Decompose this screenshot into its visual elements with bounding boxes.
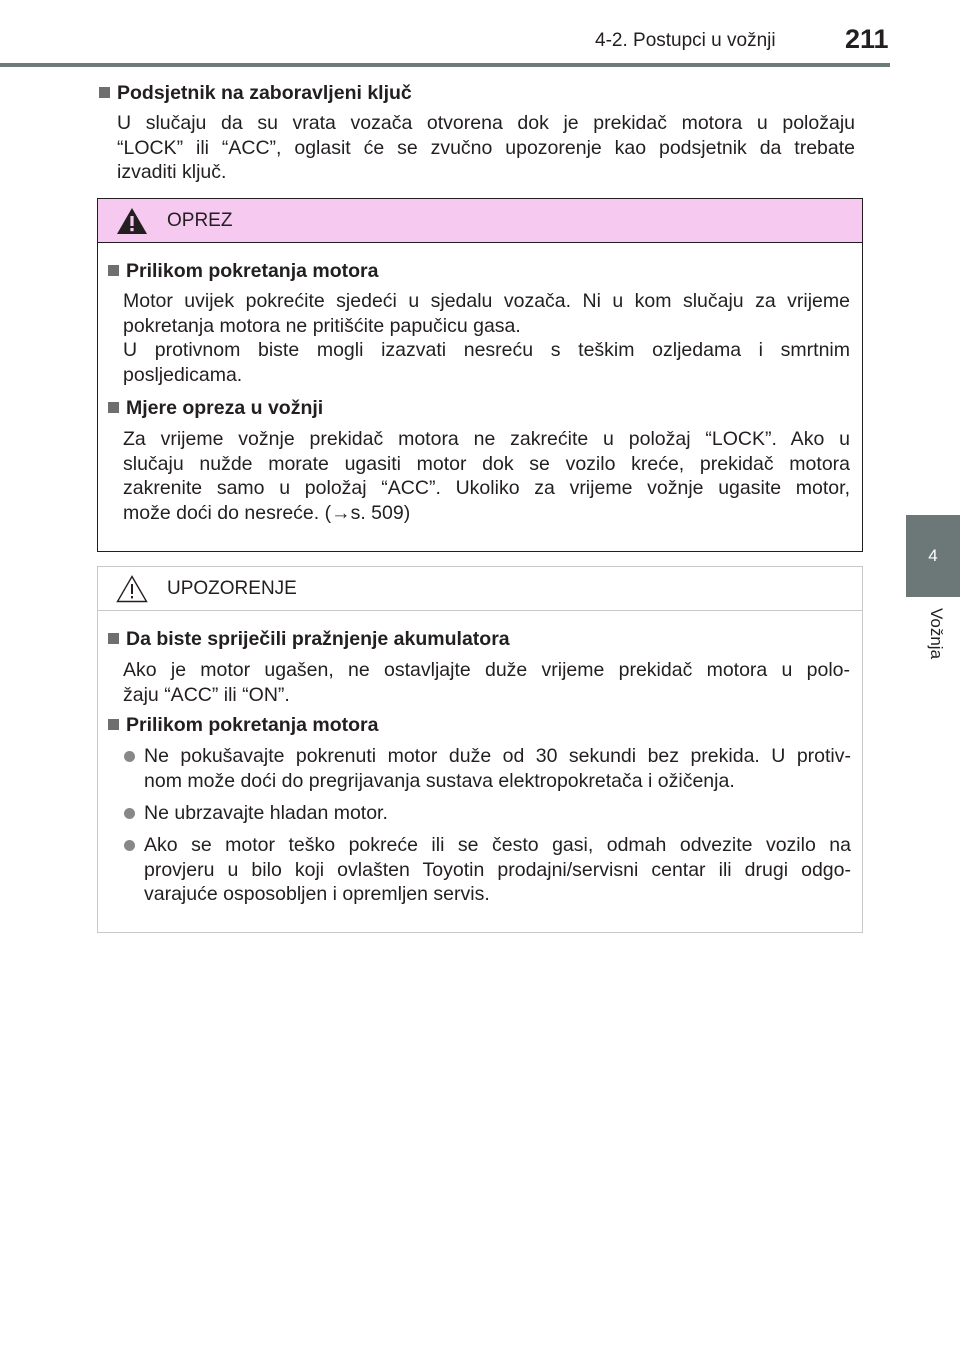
notice-box-header xyxy=(98,567,862,611)
reminder-line: “LOCK” ili “ACC”, oglasit će se zvučno upozorenje kao podsjetnik da trebate xyxy=(117,136,855,159)
square-bullet-icon xyxy=(108,265,119,276)
notice-box xyxy=(97,566,863,933)
round-bullet-icon xyxy=(124,840,135,851)
list-item: Ne ubrzavajte hladan motor. xyxy=(124,801,851,826)
square-bullet-icon xyxy=(99,87,110,98)
reminder-line: U slučaju da su vrata vozača otvorena dok je prekidač motora u položaju xyxy=(117,112,855,134)
warning-triangle-filled-icon xyxy=(116,206,148,236)
caution-box xyxy=(97,198,863,552)
notice-section-heading: Prilikom pokretanja motora xyxy=(108,714,378,737)
caution-section-heading: Prilikom pokretanja motora xyxy=(108,260,378,283)
notice-title: UPOZORENJE xyxy=(167,577,297,599)
square-bullet-icon xyxy=(108,719,119,730)
chapter-number: 4 xyxy=(928,546,938,565)
square-bullet-icon xyxy=(108,633,119,644)
caution-title: OPREZ xyxy=(167,209,233,231)
caution-section-heading: Mjere opreza u vožnji xyxy=(108,397,323,420)
header-divider xyxy=(0,63,890,67)
caution-box-header xyxy=(98,199,862,243)
warning-triangle-outline-icon xyxy=(116,574,148,604)
caution-section-text: Motor uvijek pokrećite sjedeći u sjedalu vozača. Ni u kom slučaju za vrijeme pokretanja motora ne pritišćite papučicu gasa. U protivnom biste mogli izazvati nesreću s teškim ozljedama i smrtnim posljedicama. xyxy=(123,290,850,386)
caution-section-text: Za vrijeme vožnje prekidač motora ne zakrećite u položaj “LOCK”. Ako u slučaju nužde morate ugasiti motor dok se vozilo kreće, prekidač motora zakrenite samo u položaj “ACC”. Ukoliko za vrijeme vožnje ugasite motor, može doći do nesreće. (→s. 509) xyxy=(123,428,850,524)
square-bullet-icon xyxy=(108,402,119,413)
chapter-tab xyxy=(906,515,960,597)
round-bullet-icon xyxy=(124,751,135,762)
list-item: Ako se motor teško pokreće ili se često gasi, odmah odvezite vozilo na provjeru u bilo koji ovlašten Toyotin prodajni/servisni centar ili drugi odgo- varajuće osposobljen i opremljen servis. xyxy=(124,833,851,907)
chapter-label: Vožnja xyxy=(927,608,946,660)
notice-section-text: Ako je motor ugašen, ne ostavljajte duže vrijeme prekidač motora u polo- žaju “ACC” ili “ON”. xyxy=(123,659,850,706)
reminder-heading: Podsjetnik na zaboravljeni ključ xyxy=(99,82,412,105)
reminder-line: izvaditi ključ. xyxy=(117,161,227,184)
notice-section-heading: Da biste spriječili pražnjenje akumulatora xyxy=(108,628,510,651)
round-bullet-icon xyxy=(124,808,135,819)
page-number: 211 xyxy=(845,24,889,54)
reminder-paragraph xyxy=(117,111,855,185)
list-item: Ne pokušavajte pokrenuti motor duže od 30 sekundi bez prekida. U protiv- nom može doći do pregrijavanja sustava elektropokretača i ožičenja. xyxy=(124,744,851,793)
section-title: 4-2. Postupci u vožnji xyxy=(595,30,776,51)
